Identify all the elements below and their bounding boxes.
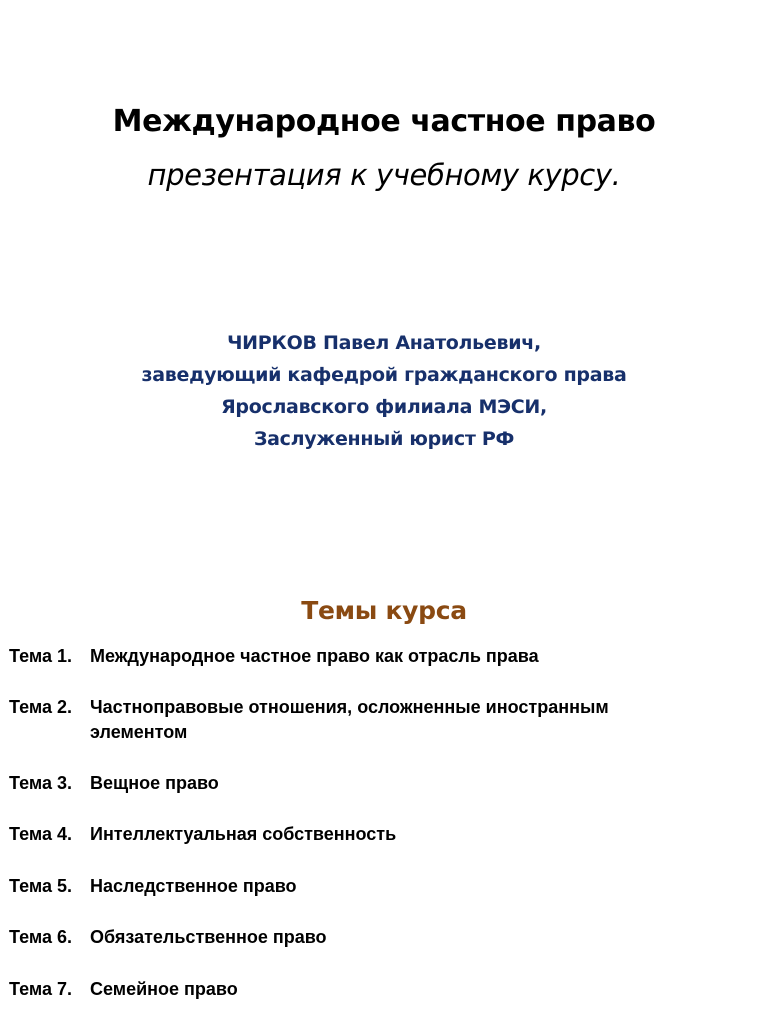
topic-title: Международное частное право как отрасль права: [90, 646, 539, 666]
topic-number: Тема 7.: [9, 979, 72, 999]
topic-title: Частноправовые отношения, осложненные иностранным элементом: [90, 697, 609, 742]
topic-title: Наследственное право: [90, 876, 297, 896]
topic-item: [9, 822, 759, 847]
topic-title: Интеллектуальная собственность: [90, 824, 397, 844]
page-title: Международное частное право: [112, 104, 656, 139]
topic-item: [9, 695, 759, 745]
author-position: заведующий кафедрой гражданского права: [141, 364, 627, 386]
topic-number: Тема 6.: [9, 927, 72, 947]
topics-heading: Темы курса: [301, 596, 467, 625]
topic-number: Тема 1.: [9, 646, 72, 666]
author-branch: Ярославского филиала МЭСИ,: [221, 396, 547, 418]
page-subtitle: презентация к учебному курсу.: [147, 158, 621, 192]
topic-number: Тема 5.: [9, 876, 72, 896]
topic-title: Семейное право: [90, 979, 238, 999]
topic-number: Тема 3.: [9, 773, 72, 793]
author-block: [0, 327, 768, 455]
topic-title: Обязательственное право: [90, 927, 327, 947]
topic-number: Тема 2.: [9, 697, 72, 717]
topic-title: Вещное право: [90, 773, 219, 793]
topic-item: [9, 925, 759, 950]
topic-item: [9, 771, 759, 796]
topic-number: Тема 4.: [9, 824, 72, 844]
topic-item: [9, 644, 759, 669]
topic-item: [9, 977, 759, 1002]
topic-item: [9, 874, 759, 899]
author-honor: Заслуженный юрист РФ: [253, 428, 515, 450]
author-name: ЧИРКОВ Павел Анатольевич,: [227, 332, 541, 354]
